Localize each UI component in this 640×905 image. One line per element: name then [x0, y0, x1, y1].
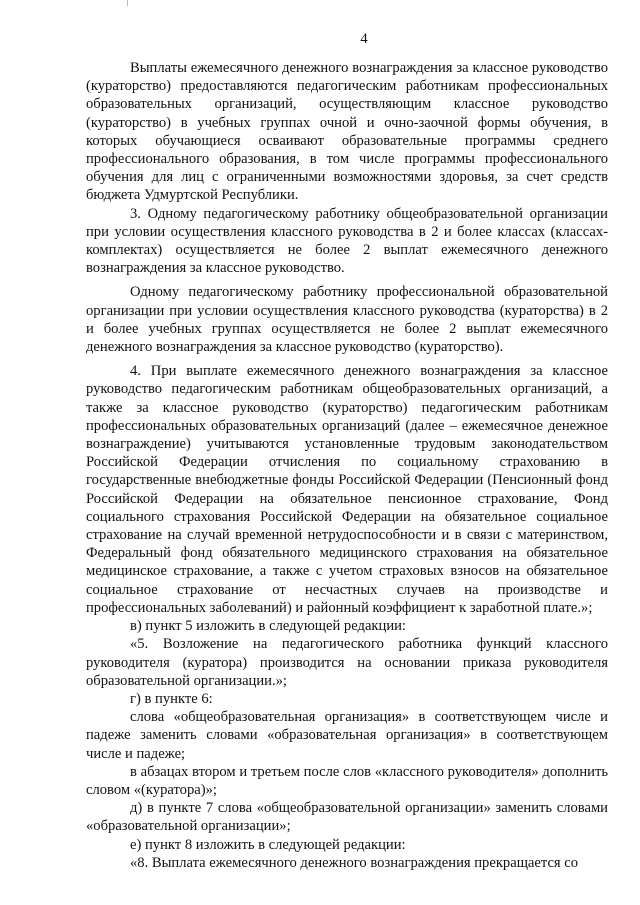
paragraph-item-3: 3. Одному педагогическому работнику общеобразовательной организации при условии осуществления классного руководства в 2 и более классах (классах-комплектах) осуществляется не более 2 выплат ежемесячного денежного вознаграждения за классное руководство.: [86, 205, 608, 277]
paragraph-replace-words: слова «общеобразовательная организация» в соответствующем числе и падеже заменить словами «образовательная организация» в соответствующем числе и падеже;: [86, 709, 608, 762]
paragraph-subitem-v: в) пункт 5 изложить в следующей редакции:: [130, 618, 406, 635]
paragraph-subitem-g: г) в пункте 6:: [130, 690, 213, 707]
paragraph-item-5-text: «5. Возложение на педагогического работника функций классного руководителя (куратора) производится на основании приказа руководителя образовательной организации.»;: [86, 636, 608, 689]
paragraph-item-3-professional: Одному педагогическому работнику профессиональной образовательной организации при условии осуществления классного руководства (кураторства) в 2 и более учебных группах осуществляется не более 2 выплат ежемесячного денежного вознаграждения за классное руководство (кураторство).: [86, 284, 608, 356]
paragraph-item-4: 4. При выплате ежемесячного денежного вознаграждения за классное руководство педагогическим работникам общеобразовательных организаций, а также за классное руководство (кураторство) педагогическим работникам профессиональных образовательных организаций (далее – ежемесячное денежное вознаграждение) учитываются установленные трудовым законодательством Российской Федерации отчисления по социальному страхованию в государственные внебюджетные фонды Российской Федерации (Пенсионный фонд Российской Федерации на обязательное пенсионное страхование, Фонд социального страхования Российской Федерации на обязательное социальное страхование на случай временной нетрудоспособности и в связи с материнством, Федеральный фонд обязательного медицинского страхования на обязательное медицинское страхование, а также с учетом страховых взносов на обязательное социальное страхование от несчастных случаев на производстве и профессиональных заболеваний) и районный коэффициент к заработной плате.»;: [86, 363, 608, 616]
scan-mark: [127, 0, 128, 6]
paragraph-payments-curatorship: Выплаты ежемесячного денежного вознаграждения за классное руководство (кураторство) предоставляются педагогическим работникам профессиональных образовательных организаций, осуществляющим классное руководство (кураторство) в учебных группах очной и очно-заочной формы обучения, в которых обучающиеся осваивают образовательные программы среднего профессионального образования, в том числе программы профессионального обучения для лиц с ограниченными возможностями здоровья, за счет средств бюджета Удмуртской Республики.: [86, 60, 608, 204]
paragraph-add-curator: в абзацах втором и третьем после слов «классного руководителя» дополнить словом «(куратора)»;: [86, 763, 608, 798]
paragraph-item-8-start: «8. Выплата ежемесячного денежного вознаграждения прекращается со: [130, 854, 579, 871]
page-number: 4: [360, 31, 368, 47]
paragraph-subitem-e: е) пункт 8 изложить в следующей редакции:: [130, 836, 406, 853]
paragraph-subitem-d: д) в пункте 7 слова «общеобразовательной организации» заменить словами «образовательной организации»;: [86, 800, 608, 835]
